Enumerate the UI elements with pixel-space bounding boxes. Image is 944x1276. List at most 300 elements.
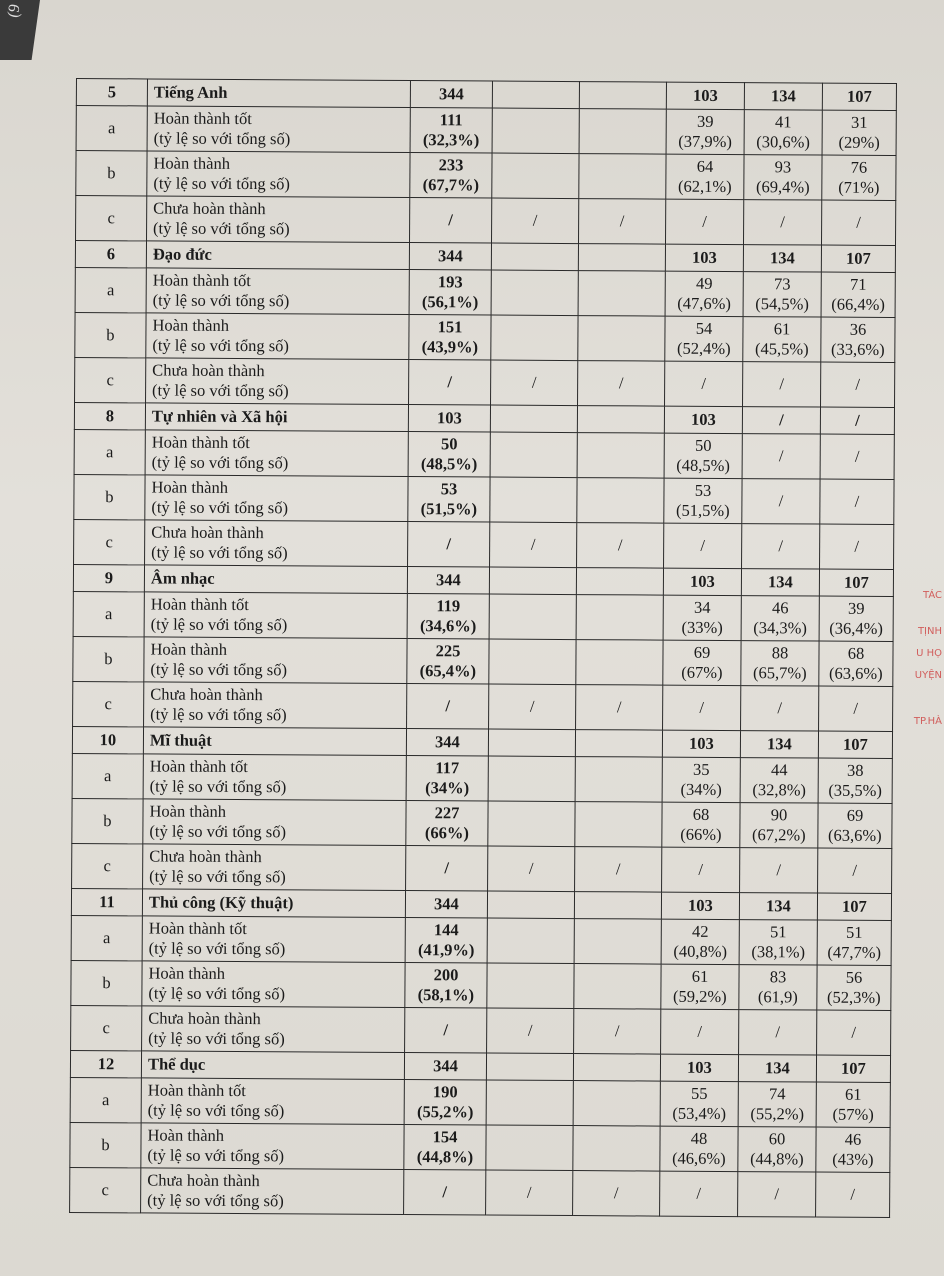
rating-label-line-1: Chưa hoàn thành <box>147 1170 260 1191</box>
grade-5-value-line-1: 61 <box>844 1084 862 1104</box>
rating-row <box>70 1167 890 1217</box>
grade-4-value-line-1: / <box>775 1022 781 1042</box>
grade-5-value <box>820 479 894 524</box>
grade-5-value <box>818 758 892 803</box>
rating-total-line-1: 193 <box>437 272 463 292</box>
col-blank-2 <box>577 406 664 434</box>
rating-label <box>145 430 408 477</box>
col-blank-1 <box>492 153 579 199</box>
grade-3-value-line-2: (66%) <box>680 824 722 844</box>
grade-4-value-line-1: / <box>776 860 782 880</box>
grade-5-count: 107 <box>818 731 892 758</box>
grade-3-value-line-2: (51,5%) <box>676 500 730 521</box>
rating-label-line-2: (tỷ lệ so với tổng số) <box>149 776 287 797</box>
grade-3-value-line-1: / <box>701 373 707 393</box>
subject-total: 344 <box>407 567 489 595</box>
col-blank-2 <box>575 802 662 848</box>
col-blank-2 <box>579 109 666 155</box>
rating-row <box>75 357 895 407</box>
grade-4-count: 134 <box>741 569 819 596</box>
rating-label <box>142 916 405 963</box>
grade-3-value-line-1: 49 <box>695 273 713 293</box>
rating-label-line-2: (tỷ lệ so với tổng số) <box>147 1100 285 1121</box>
grade-5-value <box>817 965 891 1010</box>
col-blank-1: / <box>488 846 575 892</box>
grade-4-value-line-2: (32,8%) <box>752 780 807 800</box>
rating-label <box>146 313 409 360</box>
col-blank-2 <box>574 919 661 965</box>
grade-3-value <box>664 523 742 568</box>
subject-number: 11 <box>71 888 142 915</box>
grade-3-count: 103 <box>661 892 739 919</box>
rating-label <box>147 106 410 153</box>
grade-4-value <box>739 965 817 1010</box>
grade-3-value-line-1: / <box>702 211 707 231</box>
page-number-mark: (9 <box>4 2 24 19</box>
grade-5-value <box>817 920 891 965</box>
grade-5-value <box>820 524 894 569</box>
grade-3-count: 103 <box>662 730 740 757</box>
rating-label-line-2: (tỷ lệ so với tổng số) <box>151 542 288 563</box>
grade-3-value <box>660 1081 738 1126</box>
subject-name: Tiếng Anh <box>147 79 410 108</box>
grade-3-value <box>665 199 743 244</box>
grade-3-value <box>664 433 742 478</box>
rating-label-line-1: Hoàn thành <box>153 153 231 173</box>
rating-total-line-1: / <box>446 534 452 554</box>
grade-3-value-line-2: (62,1%) <box>677 176 732 197</box>
rating-row <box>76 151 896 201</box>
grade-3-value-line-1: / <box>700 535 706 555</box>
grade-5-value-line-1: 31 <box>850 112 868 132</box>
rating-key: b <box>76 151 147 196</box>
rating-total-line-2: (65,4%) <box>419 661 477 681</box>
rating-total <box>408 432 490 478</box>
rating-total-line-1: 154 <box>432 1127 458 1147</box>
grade-3-value <box>663 640 741 685</box>
subject-name: Đạo đức <box>146 241 409 270</box>
rating-label <box>143 799 406 846</box>
rating-total-line-1: / <box>445 696 451 716</box>
subject-name: Âm nhạc <box>144 565 407 594</box>
rating-key: c <box>73 681 144 726</box>
rating-total <box>405 963 487 1009</box>
rating-key: b <box>71 960 142 1005</box>
rating-total-line-1: / <box>442 1182 448 1202</box>
grade-3-value-line-2: (48,5%) <box>676 455 730 476</box>
grade-5-count: 107 <box>822 83 896 110</box>
rating-label <box>141 1078 404 1125</box>
grade-3-value-line-1: 48 <box>690 1128 708 1148</box>
col-blank-1 <box>486 1080 573 1126</box>
col-blank-2: / <box>576 685 663 731</box>
grade-4-value <box>743 200 821 245</box>
rating-label <box>142 1006 405 1053</box>
grade-4-count: 134 <box>740 731 818 758</box>
rating-label-line-1: Hoàn thành <box>152 315 230 335</box>
rating-key: c <box>76 196 147 241</box>
rating-label-line-1: Hoàn thành tốt <box>150 594 249 615</box>
grade-4-value <box>741 596 819 641</box>
rating-total <box>404 1170 486 1216</box>
col-blank-1 <box>491 270 578 316</box>
rating-total <box>407 684 489 730</box>
grade-4-value <box>742 524 820 569</box>
col-blank-2 <box>579 154 666 200</box>
grade-5-value-line-1: 69 <box>846 805 864 825</box>
rating-key: c <box>74 519 145 564</box>
grade-3-value <box>663 685 741 730</box>
grade-5-value <box>816 1172 890 1217</box>
rating-total-line-1: 111 <box>439 110 463 130</box>
grade-3-value-line-2: (33%) <box>681 617 723 637</box>
grade-4-count: 134 <box>743 245 821 272</box>
rating-row <box>73 591 893 641</box>
grade-4-value <box>740 758 818 803</box>
rating-key: c <box>70 1167 141 1212</box>
col-blank-2: / <box>578 199 665 245</box>
grade-3-value <box>665 316 743 361</box>
rating-total-line-2: (66%) <box>424 823 469 843</box>
rating-key: b <box>73 636 144 681</box>
grade-3-count: 103 <box>660 1054 738 1081</box>
rating-row <box>76 106 896 156</box>
rating-label <box>144 592 407 639</box>
grade-4-value-line-1: / <box>774 1184 780 1204</box>
grade-5-value-line-2: (47,7%) <box>827 942 882 962</box>
col-blank-2 <box>573 1081 660 1127</box>
col-blank-2: / <box>574 1009 661 1055</box>
rating-row <box>71 1005 891 1055</box>
rating-label <box>146 268 409 315</box>
grade-3-value-line-1: 55 <box>691 1083 708 1103</box>
rating-total-line-1: 144 <box>433 920 459 940</box>
rating-key: b <box>74 474 145 519</box>
rating-row <box>70 1077 890 1127</box>
rating-label-line-1: Hoàn thành tốt <box>153 108 252 129</box>
grade-3-value-line-1: / <box>696 1183 702 1203</box>
grade-5-value <box>822 110 896 155</box>
rating-key: a <box>74 429 145 474</box>
rating-label <box>143 844 406 891</box>
grade-4-value-line-2: (65,7%) <box>753 663 807 683</box>
grade-3-value <box>660 1171 738 1216</box>
col-blank-2 <box>574 892 661 920</box>
subject-name: Thể dục <box>141 1051 404 1080</box>
rating-key: a <box>73 591 144 636</box>
grade-3-value-line-1: 42 <box>691 921 709 941</box>
grade-4-value <box>738 1172 816 1217</box>
grade-5-value-line-1: / <box>854 491 860 511</box>
grade-5-value <box>821 317 895 362</box>
grade-4-value-line-2: (67,2%) <box>752 825 806 845</box>
grade-5-value-line-2: (71%) <box>838 177 880 197</box>
grade-3-count: 103 <box>665 244 743 271</box>
rating-total-line-1: 233 <box>438 155 464 175</box>
grade-3-value-line-1: 50 <box>694 435 712 455</box>
grade-5-value <box>820 434 894 479</box>
rating-total-line-1: / <box>447 372 453 392</box>
col-blank-1 <box>488 756 575 802</box>
grade-4-value <box>741 686 819 731</box>
grade-5-count: 107 <box>821 245 895 272</box>
rating-total-line-1: / <box>448 210 453 230</box>
rating-total-line-1: 227 <box>434 803 460 823</box>
rating-total-line-1: 190 <box>432 1082 458 1102</box>
grade-3-count: 103 <box>663 568 741 595</box>
grade-3-value <box>661 964 739 1009</box>
rating-total-line-1: 151 <box>437 317 463 337</box>
subject-number: 5 <box>76 79 147 106</box>
grade-5-value-line-1: / <box>850 1184 856 1204</box>
grade-5-value <box>821 200 895 245</box>
grade-3-value-line-1: 34 <box>693 597 711 617</box>
rating-label-line-2: (tỷ lệ so với tổng số) <box>153 218 290 239</box>
grade-4-value-line-1: 83 <box>769 967 787 987</box>
rating-row <box>72 753 892 803</box>
col-blank-1 <box>490 405 577 433</box>
rating-label-line-2: (tỷ lệ so với tổng số) <box>150 659 288 680</box>
table-body <box>70 79 897 1218</box>
grade-4-value-line-1: 60 <box>768 1129 786 1149</box>
rating-key: a <box>76 106 147 151</box>
grade-4-value <box>738 1082 816 1127</box>
rating-label-line-2: (tỷ lệ so với tổng số) <box>147 1145 285 1166</box>
col-blank-2: / <box>578 361 665 407</box>
grade-3-value-line-1: / <box>697 1021 703 1041</box>
col-blank-2: / <box>573 1171 660 1217</box>
grade-5-value-line-1: / <box>855 374 860 394</box>
grade-3-value <box>662 847 740 892</box>
rating-total <box>404 1080 486 1126</box>
grade-5-value <box>816 1082 890 1127</box>
grade-5-value <box>816 1127 890 1172</box>
rating-row <box>74 519 894 569</box>
grade-3-value <box>662 757 740 802</box>
rating-total-line-2: (51,5%) <box>420 499 478 519</box>
col-blank-2 <box>577 433 664 479</box>
rating-key: c <box>71 1005 142 1050</box>
rating-label-line-2: (tỷ lệ so với tổng số) <box>153 128 291 149</box>
grade-3-count: 103 <box>664 406 742 433</box>
rating-label-line-1: Chưa hoàn thành <box>152 360 265 381</box>
grade-4-count: / <box>742 407 820 434</box>
rating-label <box>147 151 410 198</box>
rating-total <box>409 360 491 406</box>
grade-4-value <box>741 641 819 686</box>
grade-5-value <box>819 641 893 686</box>
rating-total-line-1: / <box>444 858 450 878</box>
grade-5-count: 107 <box>817 893 891 920</box>
rating-total-line-2: (56,1%) <box>421 292 479 312</box>
rating-row <box>74 474 894 524</box>
grade-4-value-line-1: 46 <box>771 598 789 618</box>
grade-3-value-line-1: 35 <box>692 759 710 779</box>
rating-row <box>70 1122 890 1172</box>
grade-4-value-line-1: 93 <box>774 157 792 177</box>
grade-4-value-line-1: 51 <box>769 922 787 942</box>
col-blank-1 <box>488 729 575 757</box>
rating-total <box>410 198 492 244</box>
grade-4-value <box>742 479 820 524</box>
grade-4-value-line-1: / <box>778 446 784 466</box>
grade-4-value <box>738 1127 816 1172</box>
stamp-text: TÁC <box>923 590 942 601</box>
grade-4-value <box>739 920 817 965</box>
col-blank-2 <box>574 964 661 1010</box>
grade-3-count: 103 <box>666 82 744 109</box>
grade-3-value-line-1: 64 <box>696 156 714 176</box>
grade-5-value-line-1: 51 <box>845 922 863 942</box>
rating-total <box>406 756 488 802</box>
grade-3-value-line-1: / <box>698 859 704 879</box>
grade-3-value-line-2: (59,2%) <box>673 986 727 1006</box>
rating-total-line-1: 200 <box>433 965 459 985</box>
grade-3-value-line-2: (52,4%) <box>676 338 731 359</box>
col-blank-1: / <box>490 522 577 568</box>
rating-total-line-2: (44,8%) <box>416 1147 474 1167</box>
grade-5-value-line-2: (63,6%) <box>829 663 883 683</box>
subject-name: Mĩ thuật <box>143 727 406 756</box>
rating-total-line-1: 119 <box>436 596 461 616</box>
grade-4-value <box>739 1010 817 1055</box>
grade-4-value-line-2: (30,6%) <box>756 132 810 152</box>
col-blank-1: / <box>491 360 578 406</box>
rating-row <box>72 798 892 848</box>
rating-label-line-1: Hoàn thành tốt <box>149 756 248 777</box>
grade-4-value-line-1: / <box>779 374 784 394</box>
rating-total <box>405 918 487 964</box>
col-blank-1 <box>488 801 575 847</box>
grade-5-value-line-1: 68 <box>847 643 865 663</box>
rating-key: c <box>72 843 143 888</box>
rating-label-line-1: Chưa hoàn thành <box>150 684 263 705</box>
grade-4-value-line-1: / <box>780 212 785 232</box>
stamp-text: UYỆN <box>914 670 942 681</box>
subject-total: 344 <box>409 243 491 271</box>
grade-3-value-line-2: (47,6%) <box>677 293 731 314</box>
rating-label-line-2: (tỷ lệ so với tổng số) <box>148 983 286 1004</box>
col-blank-2 <box>579 82 666 110</box>
rating-label-line-1: Hoàn thành <box>147 1125 225 1145</box>
grade-4-value-line-2: (55,2%) <box>750 1104 805 1124</box>
rating-label-line-1: Hoàn thành tốt <box>151 432 250 453</box>
rating-total <box>408 477 490 523</box>
rating-label <box>144 637 407 684</box>
rating-key: a <box>75 267 146 312</box>
col-blank-2 <box>577 478 664 524</box>
rating-key: c <box>75 357 146 402</box>
col-blank-1: / <box>486 1170 573 1216</box>
rating-label-line-1: Hoàn thành tốt <box>147 1080 246 1101</box>
subject-total: 344 <box>410 81 492 109</box>
grade-3-value-line-2: (53,4%) <box>672 1103 727 1123</box>
col-blank-1 <box>487 891 574 919</box>
rating-label-line-2: (tỷ lệ so với tổng số) <box>151 452 289 473</box>
grade-5-value <box>821 362 895 407</box>
rating-label <box>145 475 408 522</box>
col-blank-1 <box>489 567 576 595</box>
rating-key: a <box>72 753 143 798</box>
grade-3-value-line-1: 39 <box>696 111 714 131</box>
grade-3-value-line-1: 54 <box>695 318 713 338</box>
grade-5-value-line-2: (43%) <box>832 1149 874 1169</box>
grade-4-value-line-1: / <box>778 491 784 511</box>
rating-total-line-2: (43,9%) <box>421 337 479 357</box>
rating-total-line-1: 50 <box>440 434 458 454</box>
rating-row <box>73 681 893 731</box>
subject-total: 344 <box>406 729 488 757</box>
grade-3-value <box>666 154 744 199</box>
grade-4-value-line-2: (69,4%) <box>755 177 810 197</box>
rating-label-line-2: (tỷ lệ so với tổng số) <box>148 938 286 959</box>
grade-3-value <box>665 271 743 316</box>
subject-total: 344 <box>404 1053 486 1081</box>
rating-total <box>407 639 489 685</box>
rating-total-line-1: 53 <box>440 479 458 499</box>
grade-3-value <box>661 1009 739 1054</box>
rating-label-line-2: (tỷ lệ so với tổng số) <box>149 821 287 842</box>
grade-5-value-line-2: (35,5%) <box>828 780 883 800</box>
rating-total-line-2: (34,6%) <box>419 616 477 636</box>
subject-name: Thủ công (Kỹ thuật) <box>142 889 405 918</box>
grade-4-value <box>740 848 818 893</box>
grade-5-value-line-1: / <box>853 698 859 718</box>
rating-label <box>141 1168 404 1215</box>
rating-total-line-2: (41,9%) <box>417 940 475 960</box>
col-blank-2: / <box>575 847 662 893</box>
rating-total-line-2: (48,5%) <box>420 454 478 474</box>
col-blank-1 <box>486 1125 573 1171</box>
col-blank-2: / <box>577 523 664 569</box>
rating-label <box>143 754 406 801</box>
col-blank-1 <box>490 432 577 478</box>
grade-5-value-line-1: 36 <box>849 319 867 339</box>
col-blank-1 <box>491 243 578 271</box>
rating-row <box>74 429 894 479</box>
rating-total <box>410 153 492 199</box>
rating-label <box>145 520 408 567</box>
grade-4-value-line-2: (38,1%) <box>751 942 806 962</box>
rating-row <box>73 636 893 686</box>
rating-total <box>406 801 488 847</box>
grade-3-value <box>660 1126 738 1171</box>
rating-label-line-2: (tỷ lệ so với tổng số) <box>151 497 289 518</box>
col-blank-1 <box>491 315 578 361</box>
rating-total-line-2: (34%) <box>425 778 470 798</box>
col-blank-2 <box>575 757 662 803</box>
grade-3-value <box>662 802 740 847</box>
rating-label-line-2: (tỷ lệ so với tổng số) <box>148 1028 285 1049</box>
col-blank-1 <box>492 81 579 109</box>
evaluation-table <box>69 78 897 1218</box>
rating-label-line-2: (tỷ lệ so với tổng số) <box>152 290 290 311</box>
rating-row <box>72 843 892 893</box>
grade-5-value <box>822 155 896 200</box>
rating-row <box>71 960 891 1010</box>
grade-4-value-line-2: (54,5%) <box>755 294 809 314</box>
grade-3-value-line-2: (46,6%) <box>672 1148 726 1168</box>
grade-4-value <box>742 434 820 479</box>
grade-4-value-line-1: 41 <box>774 112 792 132</box>
rating-total-line-2: (67,7%) <box>422 175 480 195</box>
rating-row <box>76 196 896 246</box>
grade-3-value-line-2: (40,8%) <box>673 941 728 961</box>
grade-5-value-line-1: 39 <box>847 598 865 618</box>
rating-total <box>410 108 492 154</box>
grade-3-value-line-2: (34%) <box>680 779 722 799</box>
grade-4-value-line-1: 73 <box>773 274 791 294</box>
